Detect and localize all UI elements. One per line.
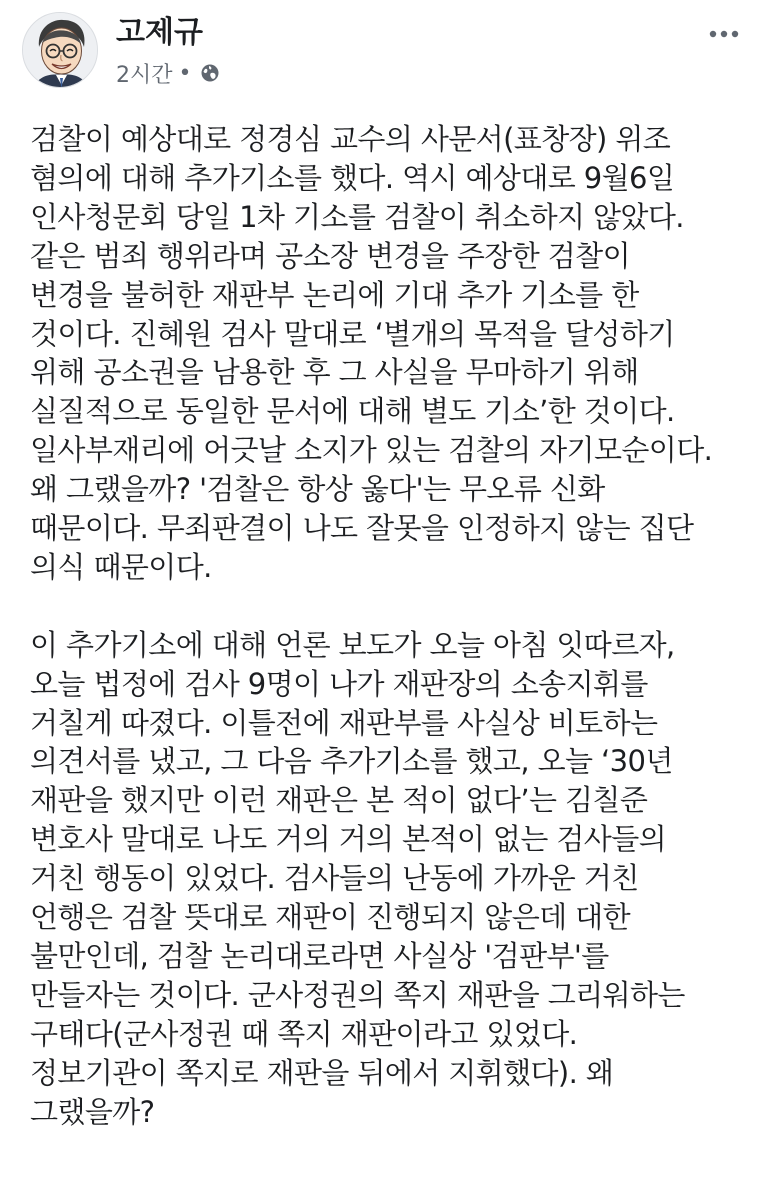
text-line: 재판을 했지만 이런 재판은 본 적이 없다’는 김칠준 xyxy=(30,783,648,818)
post-paragraph-1 xyxy=(30,120,750,587)
globe-icon[interactable] xyxy=(200,63,220,83)
text-line: 거칠게 따졌다. 이틀전에 재판부를 사실상 비토하는 xyxy=(30,705,658,740)
text-line: 오늘 법정에 검사 9명이 나가 재판장의 소송지휘를 xyxy=(30,666,648,701)
text-line: 위해 공소권을 남용한 후 그 사실을 무마하기 위해 xyxy=(30,355,639,390)
post-text xyxy=(30,120,750,1132)
text-line: 거친 행동이 있었다. 검사들의 난동에 가까운 거친 xyxy=(30,861,639,896)
text-line: 것이다. 진혜원 검사 말대로 ‘별개의 목적을 달성하기 xyxy=(30,316,675,351)
post-header xyxy=(0,0,763,100)
text-line: 정보기관이 쪽지로 재판을 뒤에서 지휘했다). 왜 xyxy=(30,1055,614,1090)
text-line: 같은 범죄 행위라며 공소장 변경을 주장한 검찰이 xyxy=(30,238,630,273)
text-line: 인사청문회 당일 1차 기소를 검찰이 취소하지 않았다. xyxy=(30,199,684,234)
text-line: 왜 그랬을까? '검찰은 항상 옳다'는 무오류 신화 xyxy=(30,472,605,507)
post-timestamp[interactable]: 2시간 xyxy=(116,62,173,88)
author-avatar[interactable] xyxy=(22,12,98,88)
post-meta xyxy=(116,60,220,86)
text-line: 불만인데, 검찰 논리대로라면 사실상 '검판부'를 xyxy=(30,939,609,974)
text-line: 때문이다. 무죄판결이 나도 잘못을 인정하지 않는 집단 xyxy=(30,511,694,546)
text-line: 실질적으로 동일한 문서에 대해 별도 기소’한 것이다. xyxy=(30,394,675,429)
text-line: 의식 때문이다. xyxy=(30,549,212,584)
more-options-button[interactable] xyxy=(707,20,741,48)
meta-separator: • xyxy=(178,60,192,86)
text-line: 이 추가기소에 대해 언론 보도가 오늘 아침 잇따르자, xyxy=(30,627,675,662)
post-paragraph-2 xyxy=(30,626,750,1132)
text-line: 변경을 불허한 재판부 논리에 기대 추가 기소를 한 xyxy=(30,277,639,312)
text-line: 구태다(군사정권 때 쪽지 재판이라고 있었다. xyxy=(30,1016,578,1051)
text-line: 혐의에 대해 추가기소를 했다. 역시 예상대로 9월6일 xyxy=(30,160,675,195)
author-name[interactable]: 고제규 xyxy=(116,15,203,50)
more-dots-icon xyxy=(709,30,739,38)
text-line: 언행은 검찰 뜻대로 재판이 진행되지 않은데 대한 xyxy=(30,900,630,935)
text-line: 만들자는 것이다. 군사정권의 쪽지 재판을 그리워하는 xyxy=(30,977,685,1012)
text-line: 일사부재리에 어긋날 소지가 있는 검찰의 자기모순이다. xyxy=(30,433,713,468)
text-line: 의견서를 냈고, 그 다음 추가기소를 했고, 오늘 ‘30년 xyxy=(30,744,673,779)
text-line: 그랬을까? xyxy=(30,1094,155,1129)
text-line: 검찰이 예상대로 정경심 교수의 사문서(표창장) 위조 xyxy=(30,122,671,156)
profile-caricature-avatar xyxy=(23,13,98,88)
paragraph-gap xyxy=(30,587,750,626)
text-line: 변호사 말대로 나도 거의 거의 본적이 없는 검사들의 xyxy=(30,822,667,857)
